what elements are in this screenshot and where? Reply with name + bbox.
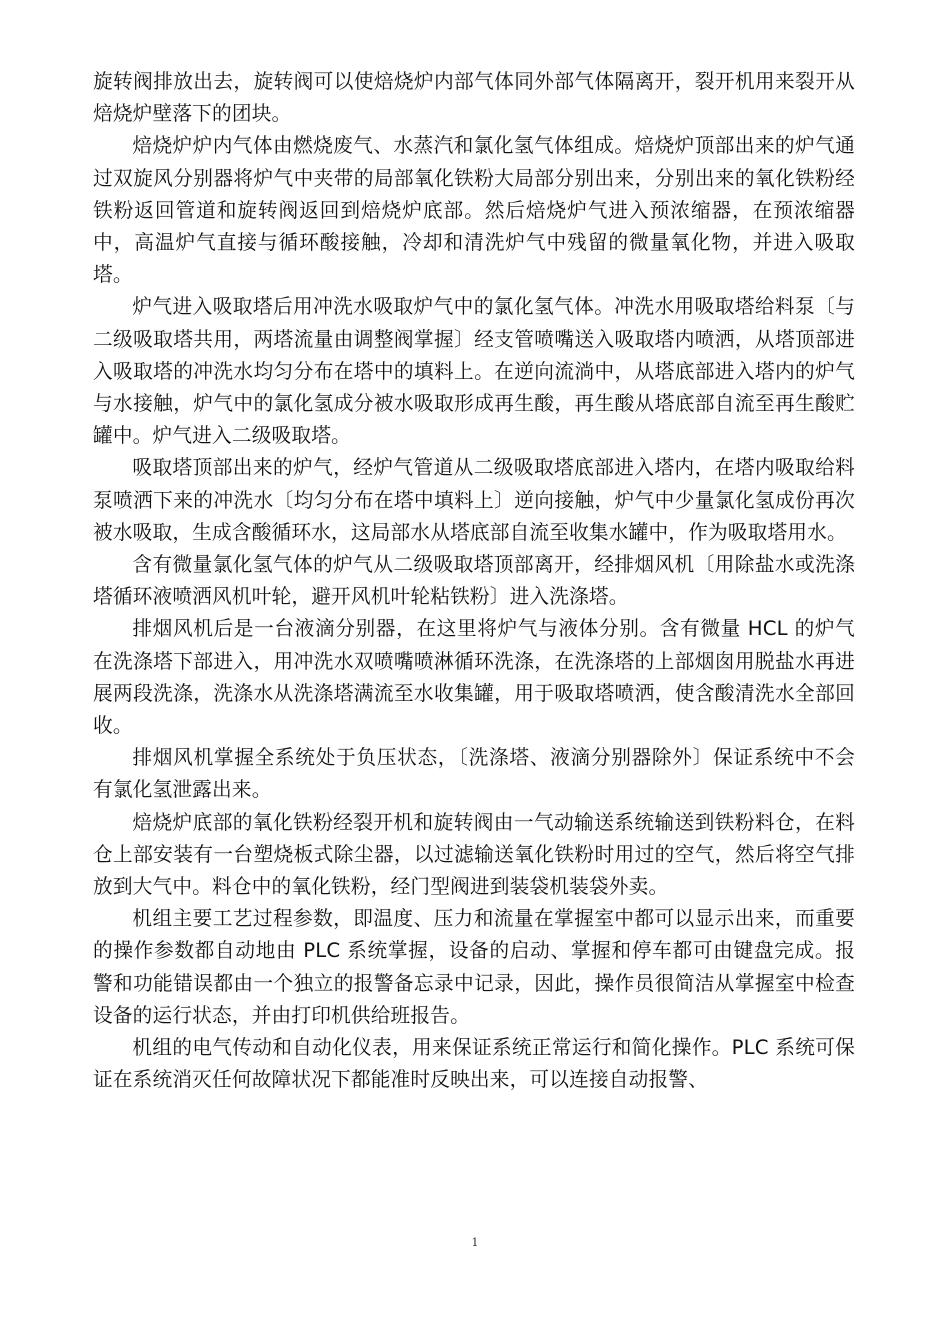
paragraph-10: 机组的电气传动和自动化仪表，用来保证系统正常运行和简化操作。PLC 系统可保证在系统消灭任何故障状况下都能准时反映出来，可以连接自动报警、	[93, 1036, 855, 1092]
paragraph-2: 焙烧炉炉内气体由燃烧废气、水蒸汽和氯化氢气体组成。焙烧炉顶部出来的炉气通过双旋风分别器将炉气中夹带的局部氧化铁粉大局部分别出来，分别出来的氧化铁粉经铁粉返回管道和旋转阀返回到焙烧炉底部。然后焙烧炉气进入预浓缩器，在预浓缩器中，高温炉气直接与循环酸接触，冷却和清洗炉气中残留的微量氧化物，并进入吸取塔。	[93, 134, 855, 287]
paragraph-4: 吸取塔顶部出来的炉气，经炉气管道从二级吸取塔底部进入塔内，在塔内吸取给料泵喷洒下来的冲洗水〔均匀分布在塔中填料上〕逆向接触，炉气中少量氯化氢成份再次被水吸取，生成含酸循环水，这局部水从塔底部自流至收集水罐中，作为吸取塔用水。	[93, 456, 855, 544]
page-number: 1	[471, 1236, 479, 1249]
paragraph-8: 焙烧炉底部的氧化铁粉经裂开机和旋转阀由一气动输送系统输送到铁粉料仓，在料仓上部安装有一台塑烧板式除尘器，以过滤输送氧化铁粉时用过的空气，然后将空气排放到大气中。料仓中的氧化铁粉，经门型阀进到装袋机装袋外卖。	[93, 810, 855, 899]
paragraph-6: 排烟风机后是一台液滴分别器，在这里将炉气与液体分别。含有微量 HCL 的炉气在洗涤塔下部进入，用冲洗水双喷嘴喷淋循环洗涤，在洗涤塔的上部烟囱用脱盐水再进展两段洗涤，洗涤水从洗涤塔满流至水收集罐，用于吸取塔喷洒，使含酸清洗水全部回收。	[93, 617, 855, 738]
paragraph-1: 旋转阀排放出去，旋转阀可以使焙烧炉内部气体同外部气体隔离开，裂开机用来裂开从焙烧炉壁落下的团块。	[93, 70, 855, 126]
paragraph-5: 含有微量氯化氢气体的炉气从二级吸取塔顶部离开，经排烟风机〔用除盐水或洗涤塔循环液喷洒风机叶轮，避开风机叶轮粘铁粉〕进入洗涤塔。	[93, 553, 855, 609]
paragraph-3: 炉气进入吸取塔后用冲洗水吸取炉气中的氯化氢气体。冲洗水用吸取塔给料泵〔与二级吸取塔共用，两塔流量由调整阀掌握〕经支管喷嘴送入吸取塔内喷洒，从塔顶部进入吸取塔的冲洗水均匀分布在塔中的填料上。在逆向流淌中，从塔底部进入塔内的炉气与水接触，炉气中的氯化氢成分被水吸取形成再生酸，再生酸从塔底部自流至再生酸贮罐中。炉气进入二级吸取塔。	[93, 295, 855, 448]
document-body	[93, 66, 855, 1097]
paragraph-9: 机组主要工艺过程参数，即温度、压力和流量在掌握室中都可以显示出来，而重要的操作参数都自动地由 PLC 系统掌握，设备的启动、掌握和停车都可由键盘完成。报警和功能错误都由一个独立的报警备忘录中记录，因此，操作员很简洁从掌握室中检查设备的运行状态，并由打印机供给班报告。	[93, 907, 855, 1027]
paragraph-7: 排烟风机掌握全系统处于负压状态，〔洗涤塔、液滴分别器除外〕保证系统中不会有氯化氢泄露出来。	[93, 746, 855, 802]
